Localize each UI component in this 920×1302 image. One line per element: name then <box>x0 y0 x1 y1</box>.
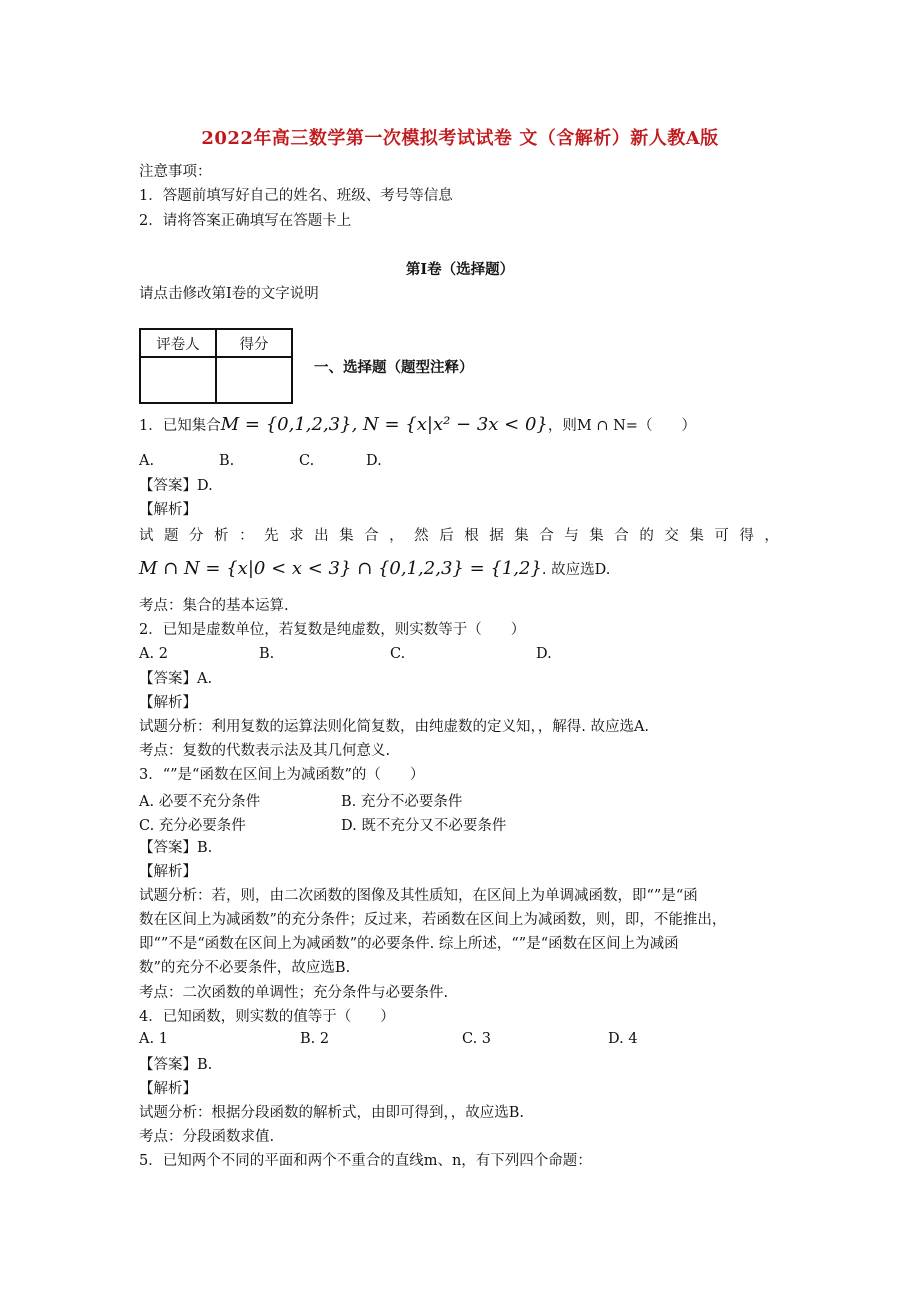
q1-option-b: B. <box>219 453 235 469</box>
q3-analysis-label: 【解析】 <box>139 864 197 880</box>
q1-option-c: C. <box>299 453 315 469</box>
q3-option-d: D. 既不充分又不必要条件 <box>341 818 507 834</box>
q3-answer: 【答案】B. <box>139 840 213 856</box>
q1-analysis-char: 集 <box>689 528 704 544</box>
q4-point: 考点：分段函数求值. <box>139 1129 275 1145</box>
q2-analysis-label: 【解析】 <box>139 695 197 711</box>
q1-analysis-char: ： <box>239 528 254 544</box>
q1-analysis-char: 题 <box>164 528 179 544</box>
q1-analysis-char: 根 <box>464 528 479 544</box>
q1-answer: 【答案】D. <box>139 478 213 494</box>
q2-option-a: A. 2 <box>139 646 168 662</box>
q1-analysis-char: 合 <box>364 528 379 544</box>
q4-option-d: D. 4 <box>608 1031 638 1047</box>
q1-analysis-char: 合 <box>539 528 554 544</box>
q1-suffix: ，则M ∩ N=（ ） <box>547 418 696 434</box>
q1-analysis-char: 先 <box>264 528 279 544</box>
page-title: 2022年高三数学第一次模拟考试试卷 文（含解析）新人教A版 <box>201 128 719 149</box>
q1-analysis-char: 与 <box>564 528 579 544</box>
score-table <box>139 328 293 404</box>
q1-formula: M ∩ N = {x|0 < x < 3} ∩ {0,1,2,3} = {1,2} <box>139 558 542 579</box>
q1-analysis-char: 集 <box>339 528 354 544</box>
q1-analysis-char: 分 <box>189 528 204 544</box>
q1-option-a: A. <box>139 453 155 469</box>
q1-analysis-char: 集 <box>589 528 604 544</box>
q1-analysis-char: 的 <box>639 528 654 544</box>
q1-analysis-char: 得 <box>739 528 754 544</box>
q3-analysis-line-3: 即“”不是“函数在区间上为减函数”的必要条件. 综上所述，“”是“函数在区间上为减函 <box>139 936 679 952</box>
q1-analysis-char: 可 <box>714 528 729 544</box>
q1-math: M = {0,1,2,3}, N = {x|x² − 3x < 0} <box>220 414 548 435</box>
score-table-header-score: 得分 <box>216 329 292 357</box>
q5-stem: 5．已知两个不同的平面和两个不重合的直线m、n，有下列四个命题： <box>139 1153 592 1169</box>
q1-point: 考点：集合的基本运算. <box>139 598 289 614</box>
q1-option-d: D. <box>366 453 382 469</box>
section-title: 一、选择题（题型注释） <box>314 359 474 376</box>
q4-analysis-label: 【解析】 <box>139 1081 197 1097</box>
q1-analysis-char: 后 <box>439 528 454 544</box>
q2-option-c: C. <box>390 646 406 662</box>
q1-stem <box>139 412 696 439</box>
q1-analysis-label: 【解析】 <box>139 502 197 518</box>
q2-point: 考点：复数的代数表示法及其几何意义. <box>139 743 391 759</box>
part1-heading: 第I卷（选择题） <box>405 261 515 278</box>
q3-analysis-line-1: 试题分析：若，则，由二次函数的图像及其性质知，在区间上为单调减函数，即“”是“函 <box>139 888 698 904</box>
q4-analysis-text: 试题分析：根据分段函数的解析式，由即可得到，，故应选B. <box>139 1105 525 1121</box>
q1-analysis-char: 合 <box>614 528 629 544</box>
q1-formula-tail: . 故应选D. <box>541 562 611 578</box>
q2-option-b: B. <box>259 646 275 662</box>
q1-analysis-char: 然 <box>414 528 429 544</box>
q3-option-a: A. 必要不充分条件 <box>139 794 261 810</box>
q3-option-c: C. 充分必要条件 <box>139 818 246 834</box>
q1-formula-line <box>139 556 610 583</box>
q1-analysis-char: ， <box>764 528 779 544</box>
q3-analysis-line-2: 数在区间上为减函数”的充分条件；反过来，若函数在区间上为减函数，则，即，不能推出， <box>139 912 727 928</box>
notes-heading: 注意事项： <box>139 164 212 180</box>
q1-analysis-char: 据 <box>489 528 504 544</box>
q4-stem: 4．已知函数，则实数的值等于（ ） <box>139 1009 395 1025</box>
q1-analysis-text <box>139 524 779 545</box>
part1-instruction: 请点击修改第I卷的文字说明 <box>139 286 319 302</box>
notes-item-2: 2．请将答案正确填写在答题卡上 <box>139 213 352 229</box>
q2-stem: 2．已知是虚数单位，若复数是纯虚数，则实数等于（ ） <box>139 622 526 638</box>
notes-item-1: 1．答题前填写好自己的姓名、班级、考号等信息 <box>139 188 453 204</box>
q4-option-b: B. 2 <box>300 1031 330 1047</box>
q3-stem: 3．“”是“函数在区间上为减函数”的（ ） <box>139 767 425 783</box>
q4-option-a: A. 1 <box>139 1031 168 1047</box>
q1-analysis-char: ， <box>389 528 404 544</box>
q4-answer: 【答案】B. <box>139 1057 213 1073</box>
q1-analysis-char: 析 <box>214 528 229 544</box>
score-table-cell-score[interactable] <box>216 357 292 403</box>
q2-answer: 【答案】A. <box>139 671 213 687</box>
score-table-header-grader: 评卷人 <box>140 329 216 357</box>
q3-analysis-line-4: 数”的充分不必要条件，故应选B. <box>139 960 351 976</box>
q1-analysis-char: 求 <box>289 528 304 544</box>
q1-analysis-char: 出 <box>314 528 329 544</box>
q2-analysis-text: 试题分析：利用复数的运算法则化简复数，由纯虚数的定义知，，解得. 故应选A. <box>139 719 650 735</box>
q1-prefix: 1．已知集合 <box>139 418 221 434</box>
q3-option-b: B. 充分不必要条件 <box>341 794 463 810</box>
q2-option-d: D. <box>536 646 552 662</box>
q1-analysis-char: 集 <box>514 528 529 544</box>
q1-analysis-char: 交 <box>664 528 679 544</box>
q3-point: 考点：二次函数的单调性；充分条件与必要条件. <box>139 985 449 1001</box>
score-table-cell-grader[interactable] <box>140 357 216 403</box>
q4-option-c: C. 3 <box>462 1031 492 1047</box>
q1-analysis-char: 试 <box>139 528 154 544</box>
